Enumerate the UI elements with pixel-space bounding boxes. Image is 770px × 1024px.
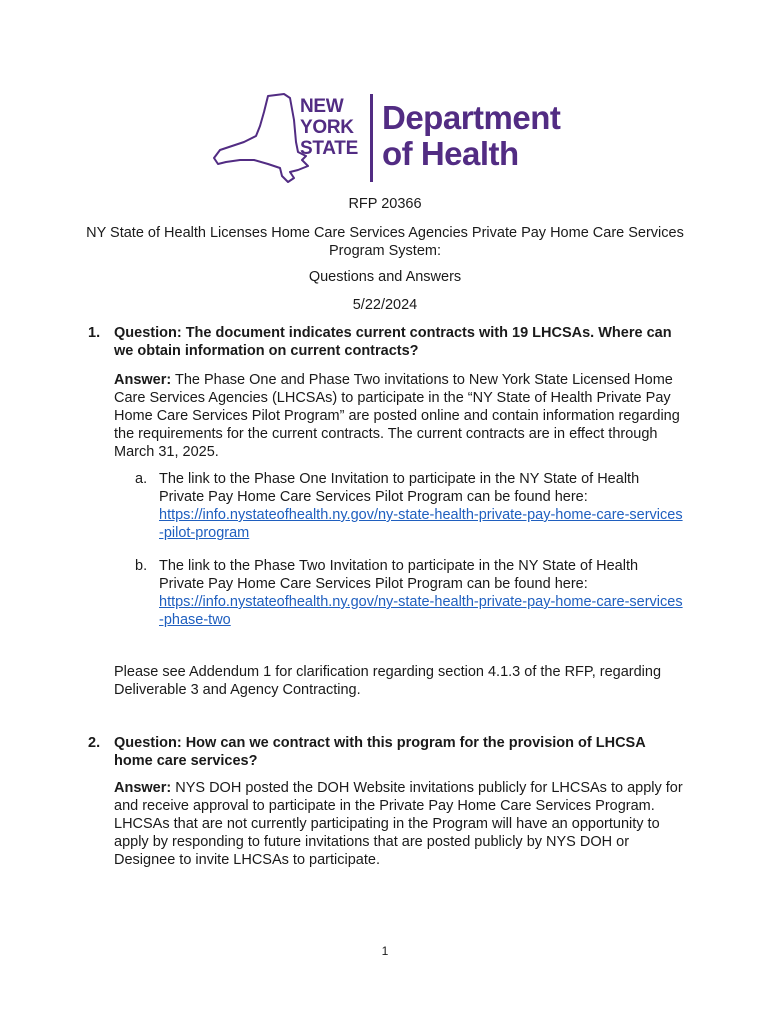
logo-line-york: YORK <box>300 117 354 138</box>
document-date: 5/22/2024 <box>352 297 418 313</box>
rfp-number: RFP 20366 <box>348 196 422 212</box>
page-number: 1 <box>381 944 389 958</box>
document-title: NY State of Health Licenses Home Care Services Agencies Private Pay Home Care Services Program System: <box>86 225 684 259</box>
phase-one-link[interactable]: https://info.nystateofhealth.ny.gov/ny-state-health-private-pay-home-care-services-pilot-program <box>159 507 683 541</box>
question-2-text: Question: How can we contract with this program for the provision of LHCSA home care services? <box>114 735 646 769</box>
answer-2 <box>114 779 684 869</box>
document-subtitle: Questions and Answers <box>308 269 462 285</box>
new-york-state-outline-icon <box>210 90 310 186</box>
logo-line-new: NEW <box>300 96 344 117</box>
phase-two-link[interactable]: https://info.nystateofhealth.ny.gov/ny-state-health-private-pay-home-care-services-phase-two <box>159 594 683 628</box>
question-1-text: Question: The document indicates current contracts with 19 LHCSAs. Where can we obtain information on current contracts? <box>114 325 672 359</box>
logo-line-department: Department <box>382 99 561 136</box>
logo-line-state: STATE <box>300 138 358 159</box>
answer-1 <box>114 371 684 461</box>
answer-1-text: The Phase One and Phase Two invitations to New York State Licensed Home Care Services Agencies (LHCSAs) to participate in the “NY State of Health Private Pay Home Care Services Pilot Program” are posted online and contain information regarding the requirements for the current contracts. The current contracts are in effect through March 31, 2025. <box>114 372 680 460</box>
answer-1-label: Answer: <box>114 372 172 388</box>
answer-2-text: NYS DOH posted the DOH Website invitations publicly for LHCSAs to apply for and receive approval to participate in the Private Pay Home Care Services Program. LHCSAs that are not currently participating in the Program will have an opportunity to apply by responding to future invitations that are posted publicly by NYS DOH or Designee to invite LHCSAs to participate. <box>114 780 683 868</box>
sub-item-b <box>159 557 687 629</box>
logo-line-of-health: of Health <box>382 135 519 172</box>
nys-doh-logo <box>210 90 560 186</box>
sub-item-a-letter: a. <box>135 471 148 487</box>
new-york-state-wordmark <box>300 96 370 159</box>
sub-item-a <box>159 470 687 542</box>
department-of-health-wordmark <box>382 100 572 172</box>
addendum-note: Please see Addendum 1 for clarification regarding section 4.1.3 of the RFP, regarding Deliverable 3 and Agency Contracting. <box>114 664 662 698</box>
sub-item-a-text: The link to the Phase One Invitation to participate in the NY State of Health Private Pay Home Care Services Pilot Program can be found here: <box>159 471 640 505</box>
answer-2-label: Answer: <box>114 780 172 796</box>
sub-item-b-letter: b. <box>135 558 148 574</box>
sub-item-b-text: The link to the Phase Two Invitation to participate in the NY State of Health Private Pay Home Care Services Pilot Program can be found here: <box>159 558 639 592</box>
logo-divider <box>370 94 373 182</box>
question-2-number: 2. <box>88 735 101 751</box>
question-1-number: 1. <box>88 325 101 341</box>
